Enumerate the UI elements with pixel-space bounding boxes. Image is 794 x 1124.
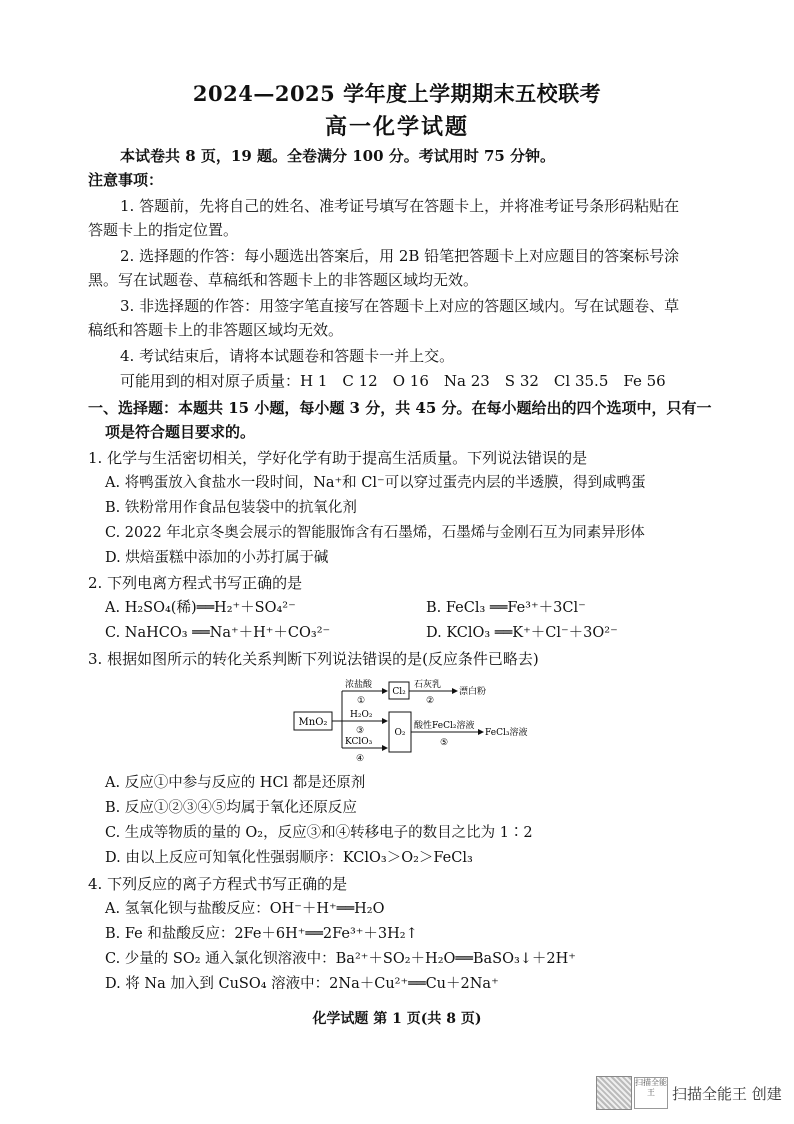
q2-option-d: D. KClO₃ ══K⁺＋Cl⁻＋3O²⁻ [426, 625, 618, 641]
q1-option-a: A. 将鸭蛋放入食盐水一段时间，Na⁺和 Cl⁻可以穿过蛋壳内层的半透膜，得到咸鸭蛋 [105, 475, 646, 491]
page-footer: 化学试题 第 1 页(共 8 页) [312, 1011, 482, 1027]
mno2-label: MnO₂ [298, 717, 328, 728]
exam-title: 2024—2025 学年度上学期期末五校联考 [192, 81, 602, 106]
scanner-watermark [596, 1075, 786, 1111]
exam-subtitle: 高一化学试题 [324, 114, 469, 140]
reagent-lime-milk: 石灰乳 [414, 680, 442, 690]
notice-3-line2: 稿纸和答题卡上的非答题区域均无效。 [88, 321, 344, 339]
scanner-watermark-text: 扫描全能王 创建 [672, 1085, 782, 1103]
q1-stem: 1. 化学与生活密切相关，学好化学有助于提高生活质量。下列说法错误的是 [88, 449, 588, 467]
step-1-label: ① [357, 696, 366, 706]
q3-option-b: B. 反应①②③④⑤均属于氧化还原反应 [105, 800, 357, 816]
q1-option-b: B. 铁粉常用作食品包装袋中的抗氧化剂 [105, 500, 357, 516]
q2-option-a: A. H₂SO₄(稀)══H₂⁺＋SO₄²⁻ [105, 600, 296, 616]
notice-3-line1: 3. 非选择题的作答：用签字笔直接写在答题卡上对应的答题区域内。写在试题卷、草 [120, 297, 680, 315]
reagent-conc-hcl: 浓盐酸 [345, 680, 373, 690]
scanner-badge: 扫描全能王 [634, 1077, 668, 1109]
step-3-label: ③ [356, 726, 365, 736]
scanner-qr-icon [596, 1076, 632, 1110]
section-1-heading-line2: 项是符合题目要求的。 [105, 423, 256, 441]
reagent-acidic-fecl2: 酸性FeCl₂溶液 [414, 721, 475, 731]
q3-option-a: A. 反应①中参与反应的 HCl 都是还原剂 [105, 775, 366, 791]
q4-option-a: A. 氢氧化钡与盐酸反应：OH⁻＋H⁺══H₂O [105, 901, 385, 917]
cl2-label: Cl₂ [392, 687, 406, 697]
q2-stem: 2. 下列电离方程式书写正确的是 [88, 574, 303, 592]
section-1-heading-line1: 一、选择题：本题共 15 小题，每小题 3 分，共 45 分。在每小题给出的四个选项中，只有一 [88, 399, 712, 417]
q4-stem: 4. 下列反应的离子方程式书写正确的是 [88, 875, 348, 893]
q2-option-c: C. NaHCO₃ ══Na⁺＋H⁺＋CO₃²⁻ [105, 625, 331, 641]
o2-label: O₂ [394, 728, 406, 738]
product-fecl3-solution: FeCl₃溶液 [485, 728, 528, 738]
product-bleaching-powder: 漂白粉 [459, 687, 487, 697]
step-4-label: ④ [356, 754, 365, 764]
exam-intro: 本试卷共 8 页，19 题。全卷满分 100 分。考试用时 75 分钟。 [120, 147, 556, 165]
notice-1-line2: 答题卡上的指定位置。 [88, 221, 239, 239]
q3-option-c: C. 生成等物质的量的 O₂，反应③和④转移电子的数目之比为 1∶2 [105, 825, 533, 841]
notice-2-line1: 2. 选择题的作答：每小题选出答案后，用 2B 铅笔把答题卡上对应题目的答案标号涂 [120, 247, 680, 265]
q3-conversion-diagram [290, 676, 560, 768]
reagent-h2o2: H₂O₂ [350, 710, 373, 720]
notice-1-line1: 1. 答题前，先将自己的姓名、准考证号填写在答题卡上，并将准考证号条形码粘贴在 [120, 197, 680, 215]
q3-option-d: D. 由以上反应可知氧化性强弱顺序：KClO₃＞O₂＞FeCl₃ [105, 850, 473, 866]
q4-option-b: B. Fe 和盐酸反应：2Fe＋6H⁺══2Fe³⁺＋3H₂↑ [105, 926, 418, 942]
q2-option-b: B. FeCl₃ ══Fe³⁺＋3Cl⁻ [426, 600, 586, 616]
step-5-label: ⑤ [440, 738, 449, 748]
notice-title: 注意事项： [88, 171, 164, 189]
atomic-mass-line: 可能用到的相对原子质量：H 1 C 12 O 16 Na 23 S 32 Cl 35.5 Fe 56 [120, 372, 666, 390]
q4-option-d: D. 将 Na 加入到 CuSO₄ 溶液中：2Na＋Cu²⁺══Cu＋2Na⁺ [105, 976, 499, 992]
reagent-kclo3: KClO₃ [345, 737, 373, 747]
q1-option-c: C. 2022 年北京冬奥会展示的智能服饰含有石墨烯，石墨烯与金刚石互为同素异形体 [105, 525, 645, 541]
notice-4: 4. 考试结束后，请将本试题卷和答题卡一并上交。 [120, 347, 455, 365]
q4-option-c: C. 少量的 SO₂ 通入氯化钡溶液中：Ba²⁺＋SO₂＋H₂O══BaSO₃↓＋2H⁺ [105, 951, 576, 967]
q1-option-d: D. 烘焙蛋糕中添加的小苏打属于碱 [105, 550, 329, 566]
step-2-label: ② [426, 696, 435, 706]
notice-2-line2: 黑。写在试题卷、草稿纸和答题卡上的非答题区域均无效。 [88, 271, 479, 289]
q3-stem: 3. 根据如图所示的转化关系判断下列说法错误的是(反应条件已略去) [88, 650, 539, 668]
